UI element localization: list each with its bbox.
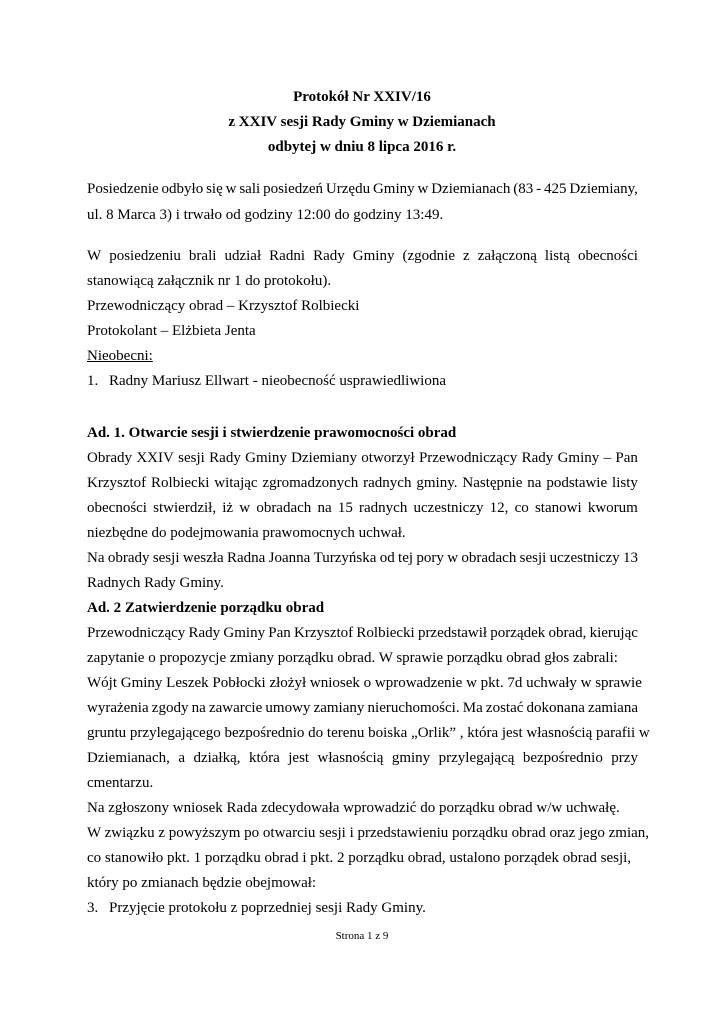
ad2-line-2: zapytanie o propozycje zmiany porządku obrad. W sprawie porządku obrad głos zabrali:	[87, 650, 618, 666]
ad1-line-2: Krzysztof Rolbiecki witając zgromadzonych radnych gminy. Następnie na podstawie listy	[87, 475, 638, 491]
ad2-line-4: wyrażenia zgody na zawarcie umowy zamiany nieruchomości. Ma zostać dokonana zamiana	[87, 700, 638, 716]
attendance-line-2: stanowiącą załącznik nr 1 do protokołu).	[87, 273, 332, 289]
ad1-line-3: obecności stwierdził, iż w obradach na 15 radnych uczestniczy 12, co stanowi kworum	[87, 500, 638, 516]
agenda-list-item	[87, 899, 426, 917]
ad2-line-7: cmentarzu.	[87, 775, 154, 791]
ad2-line-10: co stanowiło pkt. 1 porządku obrad i pkt. 2 porządku obrad, ustalono porządek obrad sesji,	[87, 850, 632, 866]
page-number: Strona 1 z 9	[335, 930, 389, 942]
ad1-line-4: niezbędne do podejmowania prawomocnych uchwał.	[87, 525, 406, 541]
title-line-1: Protokół Nr XXIV/16	[293, 89, 431, 105]
absent-item-number: 1.	[87, 373, 99, 389]
ad1-line-1: Obrady XXIV sesji Rady Gminy Dziemiany otworzył Przewodniczący Rady Gminy – Pan	[87, 450, 638, 466]
absent-item-text: Radny Mariusz Ellwart - nieobecność usprawiedliwiona	[109, 373, 446, 389]
ad1-line-5: Na obrady sesji weszła Radna Joanna Turzyńska od tej pory w obradach sesji uczestniczy 13	[87, 550, 638, 566]
ad2-line-6: Dziemianach, a działką, która jest własnością gminy przylegającą bezpośrednio przy	[87, 750, 638, 766]
attendance-line-1: W posiedzeniu brali udział Radni Rady Gminy (zgodnie z załączoną listą obecności	[87, 248, 638, 264]
ad1-heading: Ad. 1. Otwarcie sesji i stwierdzenie prawomocności obrad	[87, 425, 457, 441]
ad2-line-9: W związku z powyższym po otwarciu sesji i przedstawieniu porządku obrad oraz jego zmian,	[87, 825, 650, 841]
ad2-heading: Ad. 2 Zatwierdzenie porządku obrad	[87, 600, 325, 616]
title-line-3: odbytej w dniu 8 lipca 2016 r.	[267, 139, 457, 155]
ad2-line-11: który po zmianach będzie obejmował:	[87, 875, 317, 891]
intro-line-1: Posiedzenie odbyło się w sali posiedzeń Urzędu Gminy w Dziemianach (83 - 425 Dziemiany,	[87, 181, 638, 197]
ad2-line-8: Na zgłoszony wniosek Rada zdecydowała wprowadzić do porządku obrad w/w uchwałę.	[87, 800, 620, 816]
recorder-line: Protokolant – Elżbieta Jenta	[87, 323, 256, 339]
ad1-line-6: Radnych Rady Gminy.	[87, 575, 224, 591]
absent-label: Nieobecni:	[87, 348, 153, 364]
ad2-line-3: Wójt Gminy Leszek Pobłocki złożył wniosek o wprowadzenie w pkt. 7d uchwały w sprawie	[87, 675, 642, 691]
agenda-item-number: 3.	[87, 900, 99, 916]
title-line-2: z XXIV sesji Rady Gminy w Dziemianach	[228, 114, 496, 130]
ad2-line-5: gruntu przylegającego bezpośrednio do terenu boiska „Orlik” , która jest własnością parafii w	[87, 725, 650, 741]
intro-line-2: ul. 8 Marca 3) i trwało od godziny 12:00 do godziny 13:49.	[87, 207, 444, 223]
ad2-line-1: Przewodniczący Rady Gminy Pan Krzysztof Rolbiecki przedstawił porządek obrad, kierując	[87, 625, 638, 641]
chairman-line: Przewodniczący obrad – Krzysztof Rolbiecki	[87, 298, 360, 314]
absent-list-item	[87, 372, 446, 390]
agenda-item-text: Przyjęcie protokołu z poprzedniej sesji Rady Gminy.	[109, 900, 426, 916]
